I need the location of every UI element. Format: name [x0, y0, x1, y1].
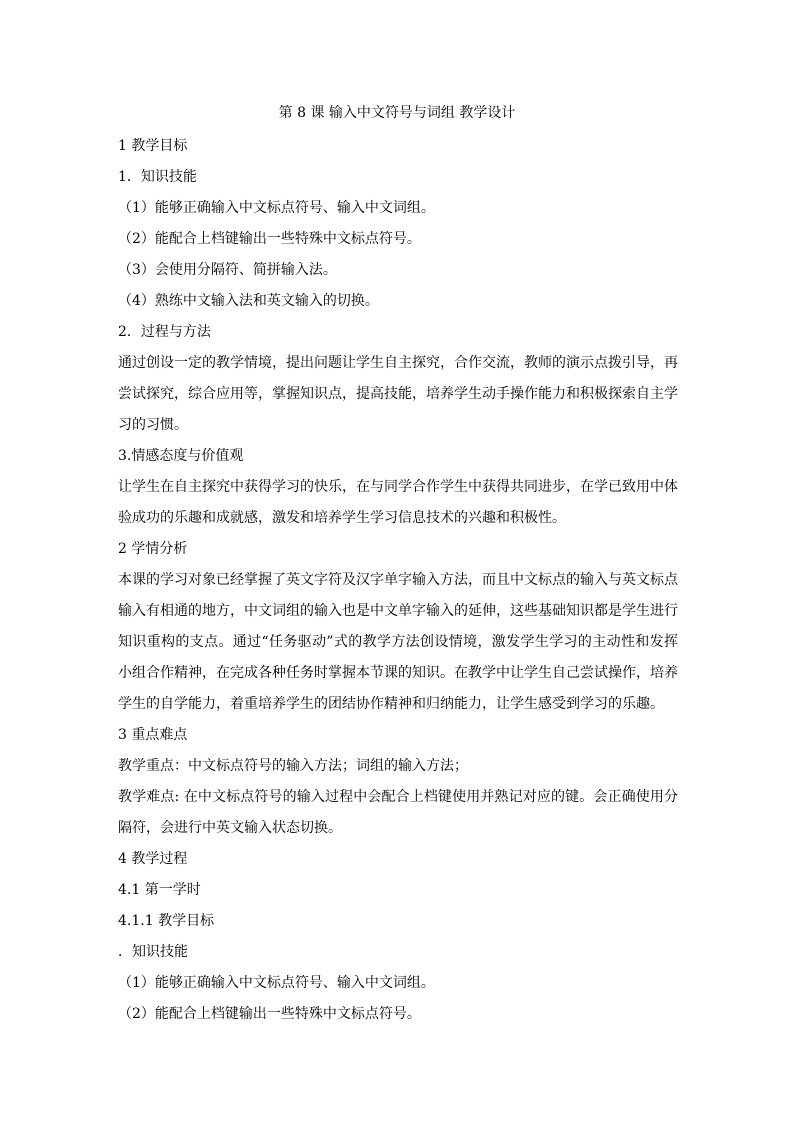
paragraph-process-method: 通过创设一定的教学情境，提出问题让学生自主探究，合作交流，教师的演示点拨引导，再尝试探究，综合应用等，掌握知识点，提高技能，培养学生动手操作能力和积极探索自主学习的习惯。: [118, 355, 678, 433]
paragraph-learning-analysis: 本课的学习对象已经掌握了英文字符及汉字单字输入方法，而且中文标点的输入与英文标点输入有相通的地方，中文词组的输入也是中文单字输入的延伸，这些基础知识都是学生进行知识重构的支点。通过“任务驱动”式的教学方法创设情境，激发学生学习的主动性和发挥小组合作精神，在完成各种任务时掌握本节课的知识。在教学中让学生自己尝试操作，培养学生的自学能力，着重培养学生的团结协作精神和归纳能力，让学生感受到学习的乐趣。: [118, 572, 678, 712]
document-title: 第 8 课 输入中文符号与词组 教学设计: [278, 105, 516, 121]
heading-key-difficult: 3 重点难点: [118, 727, 188, 743]
heading-process-method: 2．过程与方法: [118, 324, 211, 340]
heading-teaching-goals: 1 教学目标: [118, 138, 188, 154]
goal-item-1: （1）能够正确输入中文标点符号、输入中文词组。: [118, 200, 435, 216]
period-goal-item-1: （1）能够正确输入中文标点符号、输入中文词组。: [118, 975, 435, 991]
heading-emotion-attitude: 3.情感态度与价值观: [118, 448, 244, 464]
goal-item-2: （2）能配合上档键输出一些特殊中文标点符号。: [118, 231, 421, 247]
heading-learning-analysis: 2 学情分析: [118, 541, 188, 557]
heading-teaching-process: 4 教学过程: [118, 851, 188, 867]
heading-knowledge-skills: 1．知识技能: [118, 169, 197, 185]
goal-item-3: （3）会使用分隔符、简拼输入法。: [118, 262, 337, 278]
paragraph-emotion-attitude: 让学生在自主探究中获得学习的快乐，在与同学合作学生中获得共同进步，在学已致用中体验成功的乐趣和成就感，激发和培养学生学习信息技术的兴趣和积极性。: [118, 479, 678, 526]
heading-first-period: 4.1 第一学时: [118, 882, 201, 898]
heading-knowledge-skills-2: ．知识技能: [118, 944, 188, 960]
period-goal-item-2: （2）能配合上档键输出一些特殊中文标点符号。: [118, 1006, 421, 1022]
goal-item-4: （4）熟练中文输入法和英文输入的切换。: [118, 293, 379, 309]
heading-first-period-goals: 4.1.1 教学目标: [118, 913, 215, 929]
key-point-text: 教学重点：中文标点符号的输入方法；词组的输入方法；: [118, 758, 468, 774]
document-body: [118, 131, 678, 1030]
difficult-point-text: 教学难点: 在中文标点符号的输入过程中会配合上档键使用并熟记对应的键。会正确使用分隔符，会进行中英文输入状态切换。: [118, 789, 678, 836]
